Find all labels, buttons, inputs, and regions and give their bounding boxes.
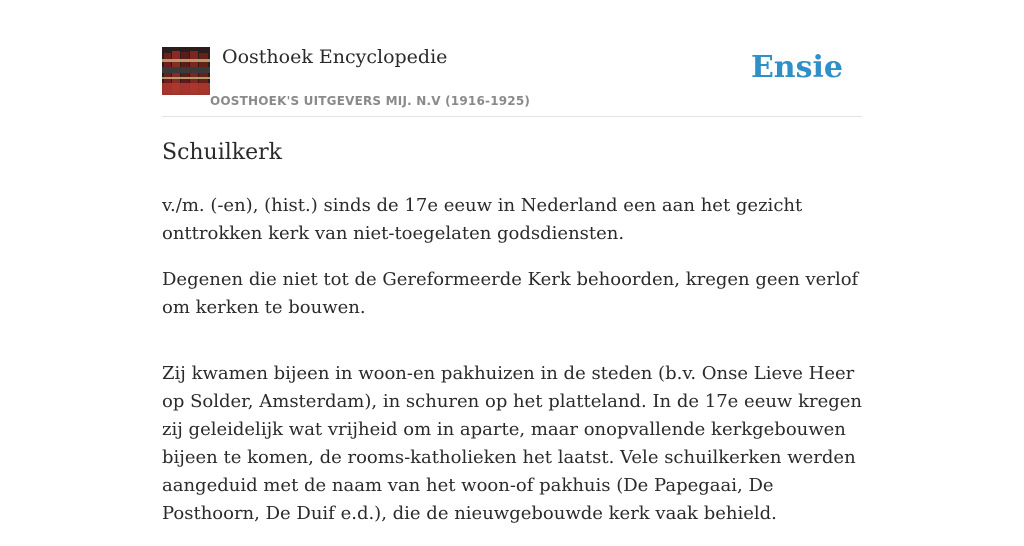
book-cover-avatar[interactable] xyxy=(162,47,210,95)
book-title[interactable]: Oosthoek Encyclopedie xyxy=(222,46,448,68)
book-spines-icon xyxy=(162,47,210,95)
publisher-label: OOSTHOEK'S UITGEVERS MIJ. N.V (1916-1925) xyxy=(210,94,531,108)
entry-paragraph: v./m. (-en), (hist.) sinds de 17e eeuw in Nederland een aan het gezicht onttrokken kerk van niet-toegelaten godsdiensten. xyxy=(162,195,803,244)
entry-body xyxy=(162,192,862,546)
entry-paragraph: Zij kwamen bijeen in woon-en pakhuizen in de steden (b.v. Onse Lieve Heer op Solder, Amsterdam), in schuren op het platteland. In de 17e eeuw kregen zij geleidelijk wat vrijheid om in aparte, maar onopvallende kerkgebouwen bijeen te komen, de rooms-katholieken het laatst. Vele schuilkerken werden aangeduid met de naam van het woon-of pakhuis (De Papegaai, De Posthoorn, De Duif e.d.), die de nieuwgebouwde kerk vaak behield. xyxy=(162,363,862,524)
entry-paragraph: Degenen die niet tot de Gereformeerde Kerk behoorden, kregen geen verlof om kerken te bouwen. xyxy=(162,269,859,318)
entry-title: Schuilkerk xyxy=(162,140,283,165)
site-header xyxy=(162,46,862,117)
ensie-logo[interactable]: Ensie xyxy=(750,50,843,85)
